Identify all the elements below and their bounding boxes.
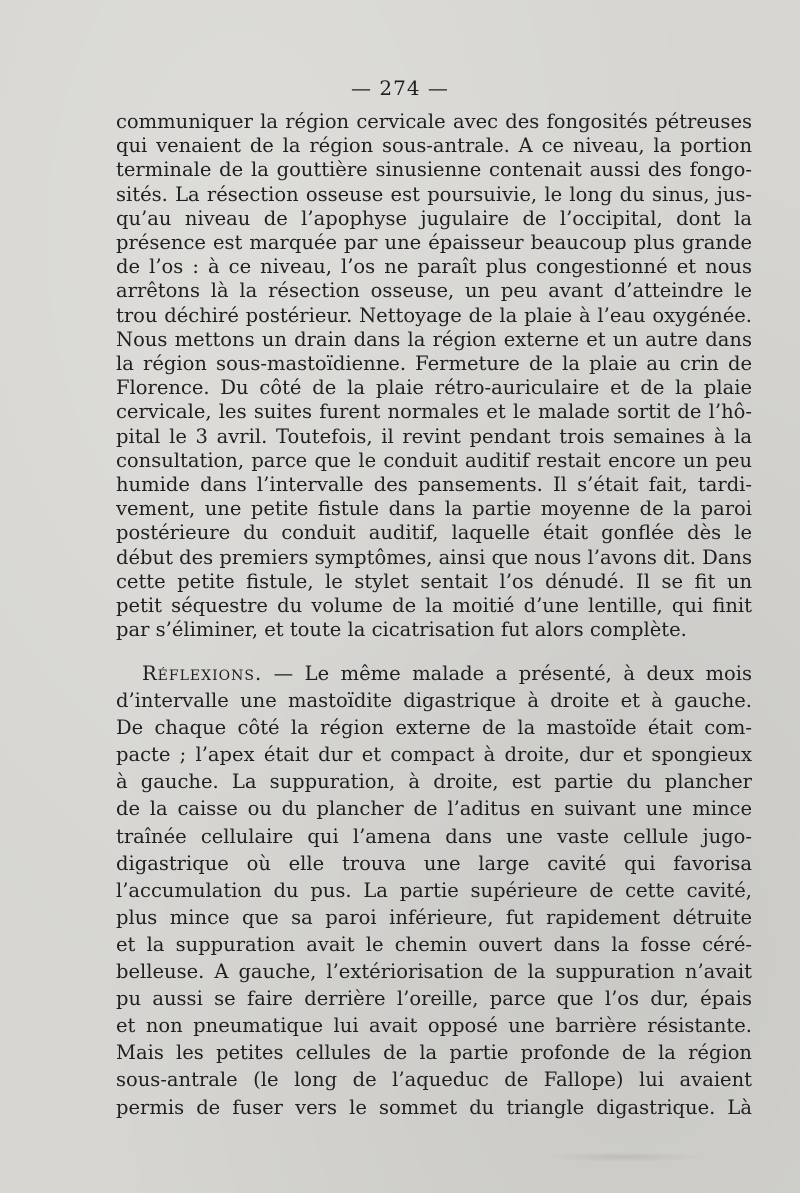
- text-line: plus mince que sa paroi inférieure, fut rapidement détruite: [116, 905, 752, 929]
- smudge-mark: [545, 1152, 705, 1162]
- text-line: trou déchiré postérieur. Nettoyage de la plaie à l’eau oxygénée.: [116, 303, 752, 327]
- text-line: présence est marquée par une épaisseur beaucoup plus grande: [116, 231, 752, 255]
- text-line: à gauche. La suppuration, à droite, est partie du plancher: [116, 770, 752, 794]
- text-line: par s’éliminer, et toute la cicatrisation fut alors complète.: [116, 618, 687, 642]
- page-number: — 274 —: [351, 76, 449, 100]
- text-line: vement, une petite fistule dans la partie moyenne de la paroi: [116, 497, 752, 521]
- text-line: Florence. Du côté de la plaie rétro-auriculaire et de la plaie: [116, 376, 752, 400]
- text-line-rest: — Le même malade a présenté, à deux mois: [262, 662, 752, 685]
- text-line: de la caisse ou du plancher de l’aditus en suivant une mince: [116, 797, 752, 821]
- section-heading: Réflexions.: [142, 662, 263, 685]
- text-line: pacte ; l’apex était dur et compact à droite, dur et spongieux: [116, 743, 752, 767]
- paragraph-reflexions: [116, 660, 752, 1121]
- text-line: consultation, parce que le conduit auditif restait encore un peu: [116, 448, 752, 472]
- text-line: sous-antrale (le long de l’aqueduc de Fallope) lui avaient: [116, 1068, 752, 1092]
- text-line: terminale de la gouttière sinusienne contenait aussi des fongo-: [116, 158, 752, 182]
- text-line: cette petite fistule, le stylet sentait l’os dénudé. Il se fit un: [116, 569, 752, 593]
- text-line: Nous mettons un drain dans la région externe et un autre dans: [116, 327, 752, 351]
- text-line: De chaque côté la région externe de la mastoïde était com-: [116, 716, 752, 740]
- text-line: Mais les petites cellules de la partie profonde de la région: [116, 1041, 752, 1065]
- text-line-first: [116, 660, 752, 687]
- bleed-through-smudge: [0, 1148, 800, 1168]
- text-line: la région sous-mastoïdienne. Fermeture de la plaie au crin de: [116, 352, 752, 376]
- paragraph-case-report: [116, 110, 752, 642]
- text-line: et non pneumatique lui avait opposé une barrière résistante.: [116, 1014, 752, 1038]
- text-line: communiquer la région cervicale avec des fongosités pétreuses: [116, 110, 752, 133]
- text-line: cervicale, les suites furent normales et le malade sortit de l’hô-: [116, 400, 752, 424]
- text-line: sités. La résection osseuse est poursuivie, le long du sinus, jus-: [116, 182, 752, 206]
- text-line: pital le 3 avril. Toutefois, il revint pendant trois semaines à la: [116, 424, 752, 448]
- text-line: début des premiers symptômes, ainsi que nous l’avons dit. Dans: [116, 545, 752, 569]
- text-line: humide dans l’intervalle des pansements. Il s’était fait, tardi-: [116, 473, 752, 497]
- text-line: qui venaient de la région sous-antrale. A ce niveau, la portion: [116, 134, 752, 158]
- text-line: de l’os : à ce niveau, l’os ne paraît plus congestionné et nous: [116, 255, 752, 279]
- text-line: petit séquestre du volume de la moitié d’une lentille, qui finit: [116, 594, 752, 618]
- text-line: permis de fuser vers le sommet du triangle digastrique. Là: [116, 1095, 752, 1119]
- text-line: belleuse. A gauche, l’extériorisation de la suppuration n’avait: [116, 960, 752, 984]
- text-line: postérieure du conduit auditif, laquelle était gonflée dès le: [116, 521, 752, 545]
- text-line: et la suppuration avait le chemin ouvert dans la fosse céré-: [116, 932, 752, 956]
- text-line: d’intervalle une mastoïdite digastrique à droite et à gauche.: [116, 689, 752, 713]
- text-line: traînée cellulaire qui l’amena dans une vaste cellule jugo-: [116, 824, 752, 848]
- text-line: digastrique où elle trouva une large cavité qui favorisa: [116, 851, 752, 875]
- text-line: qu’au niveau de l’apophyse jugulaire de l’occipital, dont la: [116, 206, 752, 230]
- text-line: pu aussi se faire derrière l’oreille, parce que l’os dur, épais: [116, 987, 752, 1011]
- text-line: arrêtons là la résection osseuse, un peu avant d’atteindre le: [116, 279, 752, 303]
- text-line: l’accumulation du pus. La partie supérieure de cette cavité,: [116, 878, 752, 902]
